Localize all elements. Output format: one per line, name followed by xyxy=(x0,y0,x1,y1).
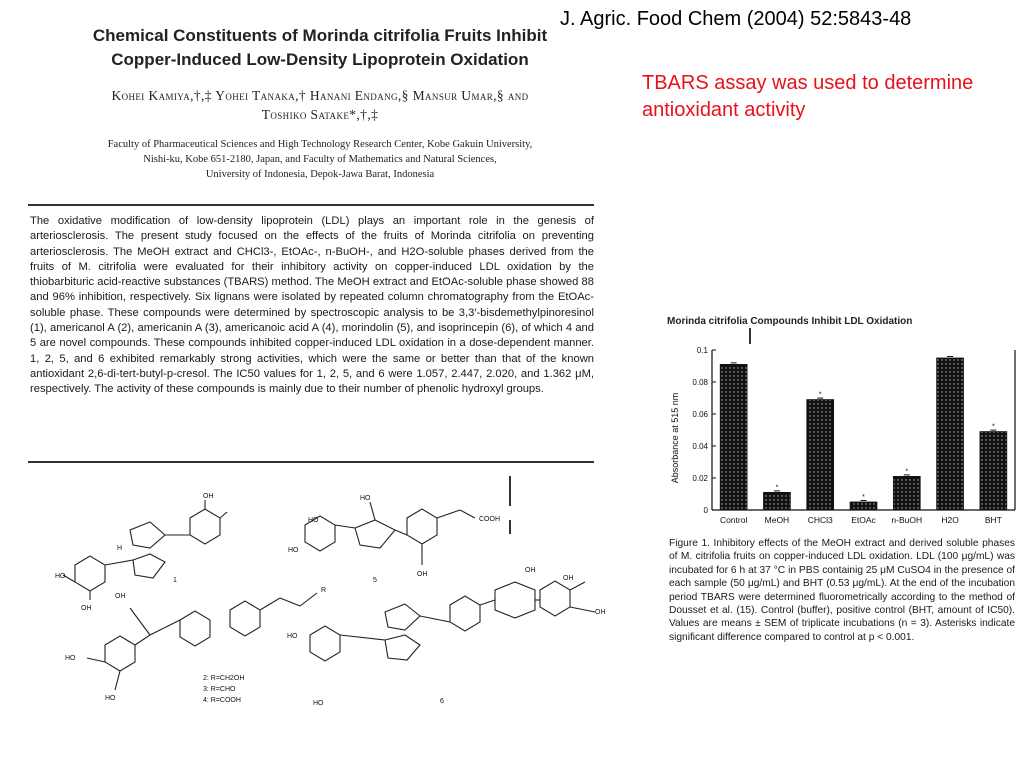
paper-abstract: The oxidative modification of low-density lipoprotein (LDL) plays an important role in the genesis of arteriosclerosis. The present study focused on the effects of the fruits of Morinda citrifolia on preventing arteriosclerosis. The MeOH extract and CHCl3-, EtOAc-, n-BuOH-, and H2O-soluble phases derived from the fruits of M. citrifolia were evaluated for their inhibitory activity on copper-induced LDL oxidation by the thiobarbituric acid-reactive substances (TBARS) method. The MeOH extract and EtOAc-soluble phase showed 88 and 96% inhibition, respectively. Six lignans were isolated by repeated column chromatography from the EtOAc-soluble phase. These compounds were determined by spectroscopic analysis to be 3,3′-bisdemethylpinoresinol (1), americanol A (2), americanin A (3), americanoic acid A (4), morindolin (5), and isoprincepin (6), of which 4 and 5 are novel compounds. These compounds inhibited copper-induced LDL oxidation in a dose-dependent manner. 1, 2, 5, and 6 exhibited remarkably strong activities, which were the same or better than that of the known antioxidant 2,6-di-tert-butyl-p-cresol. The IC50 values for 1, 2, 5, and 6 were 1.057, 2.447, 2.020, and 1.362 μM, respectively. The activity of these compounds is mainly due to their number of phenolic hydroxyl groups. xyxy=(30,215,594,396)
x-tick-label: MeOH xyxy=(764,515,790,525)
title-line-1: Chemical Constituents of Morinda citrifolia Fruits Inhibit xyxy=(92,26,548,45)
bar-chart xyxy=(660,330,1020,535)
aromatic-ring xyxy=(230,601,260,636)
chemical-structures xyxy=(55,490,615,715)
figure-caption: Figure 1. Inhibitory effects of the MeOH extract and derived soluble phases of M. citrifolia fruits on copper-induced LDL oxidation. LDL (100 μg/mL) was incubated for 6 h at 37 °C in PBS containig 25 μM CuSO4 in the presence of each sample (50 μg/mL) and BHT (0.53 μg/mL). At the end of the incubation period TBARS were determined fluorometrically according to the method of Dousset et al. (15). Control (buffer), positive control (BHT, amount of IC50). Values are means ± SEM of triplicate incubations (n = 3). Asterisks indicate significant difference compared to control at p < 0.001. xyxy=(669,538,1015,643)
compound-6-label: 6 xyxy=(440,698,444,705)
aromatic-ring xyxy=(75,556,105,591)
y-tick-label: 0 xyxy=(703,506,708,515)
x-tick-label: H2O xyxy=(941,515,959,525)
authors-line-1: Kohei Kamiya,†,‡ Yohei Tanaka,† Hanani Endang,§ Mansur Umar,§ and xyxy=(111,88,529,103)
bar-h2o xyxy=(937,358,964,510)
r-substituent-3: 3: R=CHO xyxy=(203,686,236,693)
bar-bht xyxy=(980,432,1007,510)
oh-label: OH xyxy=(81,605,92,612)
y-tick-label: 0.06 xyxy=(692,410,708,419)
cooh-label: COOH xyxy=(479,516,500,523)
bar-n-buoh xyxy=(893,476,920,510)
y-tick-label: 0.04 xyxy=(692,442,708,451)
aromatic-ring xyxy=(190,509,220,544)
oh-label: OH xyxy=(595,609,606,616)
aromatic-ring xyxy=(407,509,437,544)
oh-label: OH xyxy=(563,575,574,582)
significance-asterisk: * xyxy=(775,484,779,492)
y-axis-label: Absorbance at 515 nm xyxy=(670,392,680,484)
aromatic-ring xyxy=(540,581,570,616)
y-tick-label: 0.08 xyxy=(692,378,708,387)
r-label: R xyxy=(321,587,327,594)
bar-meoh xyxy=(764,492,791,510)
paper-affiliation xyxy=(60,137,580,182)
ho-label: HO xyxy=(308,517,319,524)
ho-label: HO xyxy=(105,695,116,702)
affil-line-1: Faculty of Pharmaceutical Sciences and High Technology Research Center, Kobe Gakuin University, xyxy=(107,139,533,150)
ho-label: HO xyxy=(288,547,299,554)
x-tick-label: n-BuOH xyxy=(891,515,923,525)
x-tick-label: EtOAc xyxy=(851,515,876,525)
significance-asterisk: * xyxy=(818,391,822,399)
ho-label: HO xyxy=(55,573,66,580)
ho-label: HO xyxy=(65,655,76,662)
authors-line-2: Toshiko Satake*,†,‡ xyxy=(261,107,379,122)
ho-label: HO xyxy=(287,633,298,640)
paper-title xyxy=(60,24,580,72)
ho-label: HO xyxy=(313,700,324,707)
x-tick-label: Control xyxy=(719,515,748,525)
x-tick-label: CHCl3 xyxy=(807,515,833,525)
bar-chcl3 xyxy=(807,400,834,510)
aromatic-ring xyxy=(180,611,210,646)
chart-title: Morinda citrifolia Compounds Inhibit LDL Oxidation xyxy=(667,316,913,327)
r-substituent-4: 4: R=COOH xyxy=(203,697,241,704)
citation: J. Agric. Food Chem (2004) 52:5843-48 xyxy=(560,8,912,30)
ho-label: HO xyxy=(360,495,371,502)
bar-control xyxy=(720,364,747,510)
affil-line-3: University of Indonesia, Depok-Jawa Barat, Indonesia xyxy=(205,169,435,180)
oh-label: OH xyxy=(417,571,428,578)
aromatic-ring xyxy=(310,626,340,661)
tbars-note: TBARS assay was used to determine antioxidant activity xyxy=(642,72,974,121)
h-label: H xyxy=(117,545,123,552)
aromatic-ring xyxy=(105,636,135,671)
abstract-bottom-rule xyxy=(28,461,594,463)
bar-etoac xyxy=(850,502,877,510)
r-substituent-2: 2: R=CH2OH xyxy=(203,675,245,682)
significance-asterisk: * xyxy=(905,468,909,476)
compound-1-label: 1 xyxy=(173,577,177,584)
paper-authors xyxy=(60,86,580,124)
aromatic-ring xyxy=(450,596,480,631)
significance-asterisk: * xyxy=(862,494,865,501)
affil-line-2: Nishi-ku, Kobe 651-2180, Japan, and Faculty of Mathematics and Natural Sciences, xyxy=(143,154,497,165)
title-line-2: Copper-Induced Low-Density Lipoprotein Oxidation xyxy=(111,50,529,69)
oh-label: OH xyxy=(115,593,126,600)
oh-label: OH xyxy=(525,567,536,574)
compound-5-label: 5 xyxy=(373,577,377,584)
y-tick-label: 0.02 xyxy=(692,474,708,483)
oh-label: OH xyxy=(203,493,214,500)
x-tick-label: BHT xyxy=(984,515,1002,525)
abstract-top-rule xyxy=(28,204,594,206)
y-tick-label: 0.1 xyxy=(696,346,708,355)
significance-asterisk: * xyxy=(991,423,995,431)
